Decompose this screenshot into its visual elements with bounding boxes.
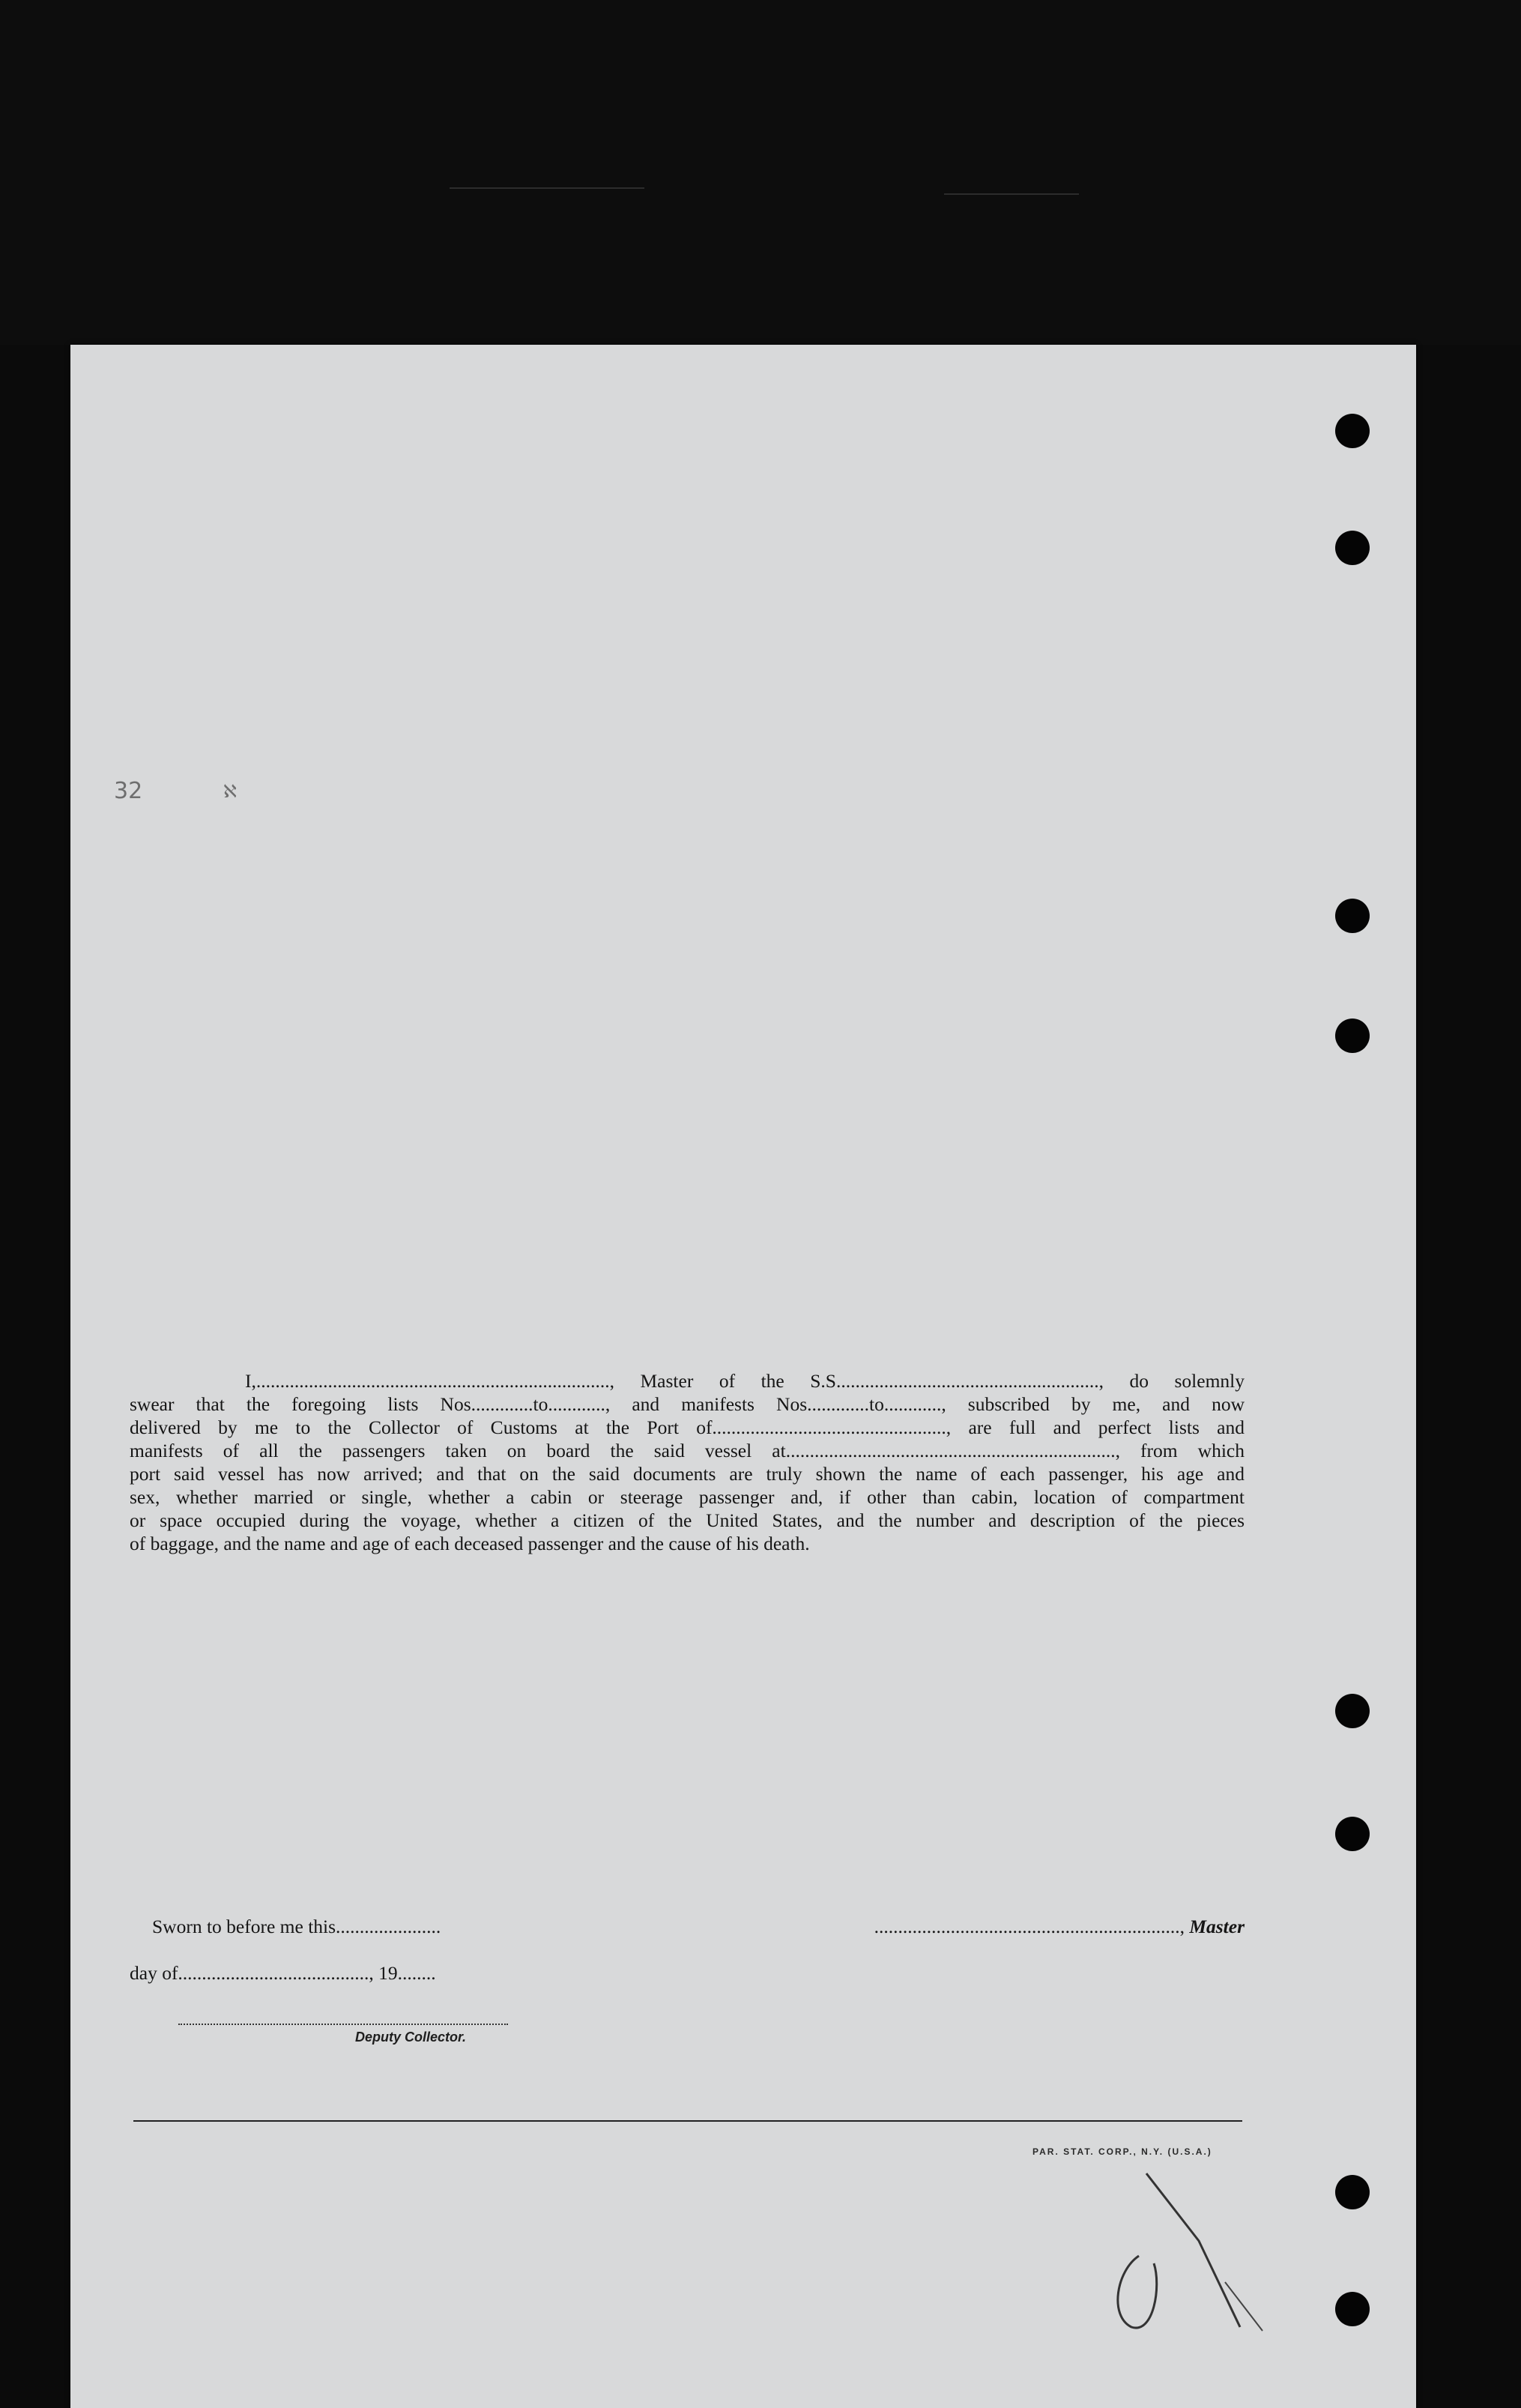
oath-line: delivered by me to the Collector of Customs at the Port of................................................., are full and perfect lists and: [130, 1416, 1245, 1438]
punch-hole: [1335, 2175, 1370, 2209]
handwritten-mark: [1086, 2158, 1311, 2346]
master-dots: ................................................................,: [874, 1916, 1190, 1937]
sworn-text: Sworn to before me this......................: [152, 1916, 441, 1937]
scan-background: [0, 0, 1521, 345]
scan-streak: [944, 193, 1079, 195]
oath-line: of baggage, and the name and age of each deceased passenger and the cause of his death.: [130, 1533, 810, 1554]
oath-line: sex, whether married or single, whether a cabin or steerage passenger and, if other than cabin, location of compartment: [130, 1486, 1245, 1508]
oath-line: I,.........................................................................., Master of the S.S......................................................., do solemnly: [245, 1370, 1245, 1392]
oath-line: swear that the foregoing lists Nos.............to............, and manifests Nos.............to............, subscribed by me, and now: [130, 1393, 1245, 1415]
master-signature-line: [874, 1916, 1245, 1938]
sworn-row: [130, 1916, 1245, 1940]
oath-line: manifests of all the passengers taken on board the said vessel at....................................................................., from which: [130, 1440, 1245, 1461]
oath-paragraph: [130, 1369, 1245, 1555]
deputy-signature-line: [178, 2024, 508, 2025]
punch-hole: [1335, 899, 1370, 933]
day-line: day of........................................, 19........: [130, 1962, 436, 1984]
horizontal-rule: [133, 2120, 1242, 2122]
printer-imprint: PAR. STAT. CORP., N.Y. (U.S.A.): [1032, 2146, 1212, 2157]
handwritten-stroke: [1118, 2256, 1157, 2328]
punch-hole: [1335, 2292, 1370, 2326]
handwritten-stroke: [1146, 2173, 1240, 2327]
punch-hole: [1335, 1694, 1370, 1728]
margin-mark: ℵ: [223, 781, 237, 802]
scan-streak: [450, 187, 644, 189]
oath-line: or space occupied during the voyage, whether a citizen of the United States, and the number and description of the pieces: [130, 1509, 1245, 1531]
punch-hole: [1335, 1019, 1370, 1053]
punch-hole: [1335, 1817, 1370, 1851]
master-label: Master: [1189, 1916, 1245, 1937]
punch-hole: [1335, 414, 1370, 448]
oath-line: port said vessel has now arrived; and that on the said documents are truly shown the name of each passenger, his age and: [130, 1463, 1245, 1485]
punch-hole: [1335, 531, 1370, 565]
deputy-collector-label: Deputy Collector.: [355, 2030, 467, 2045]
margin-mark: 32: [114, 778, 143, 804]
